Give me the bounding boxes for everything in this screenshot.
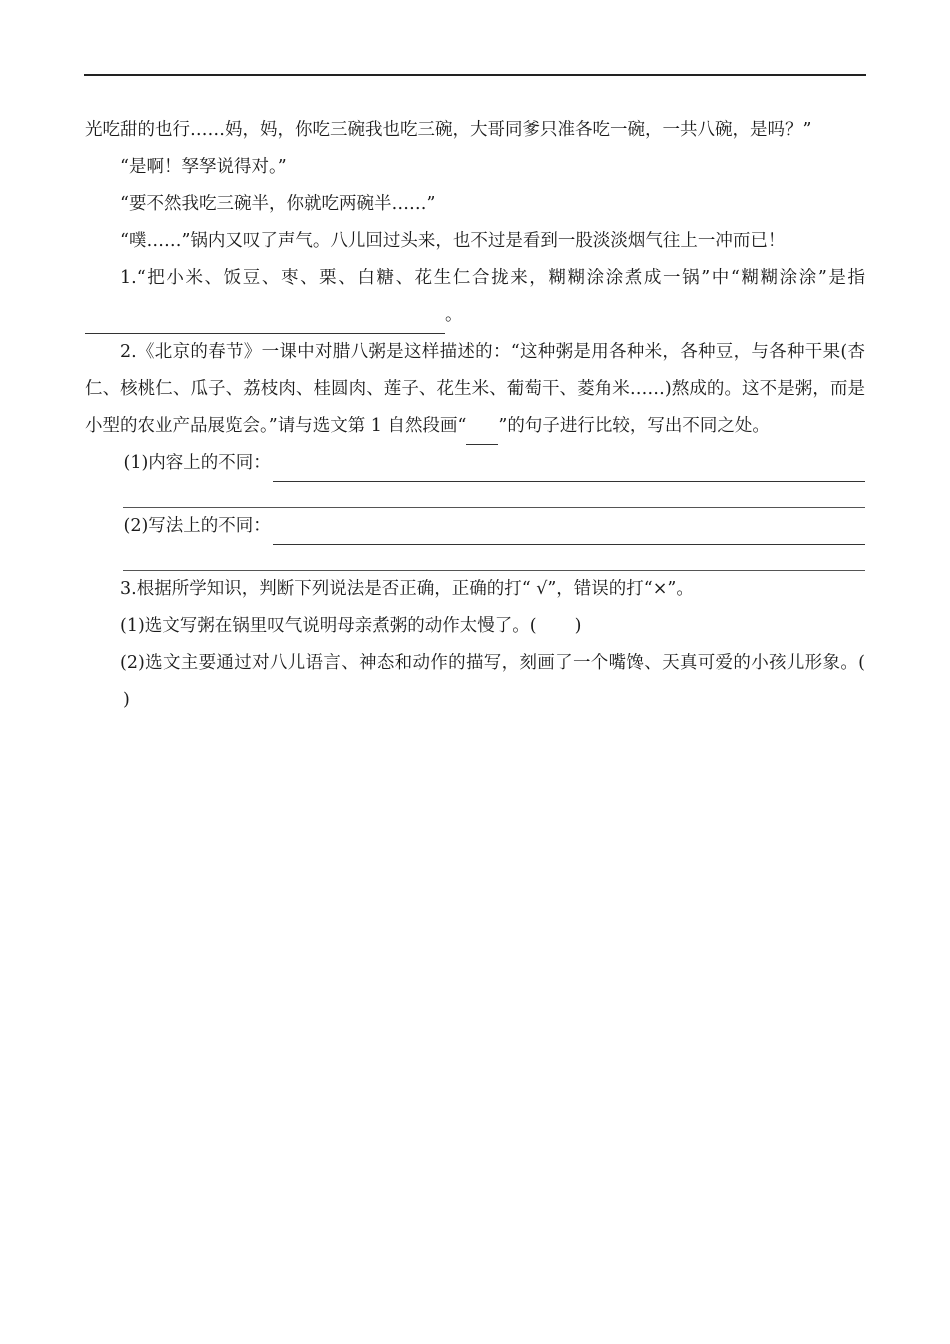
passage-paragraph-1: 光吃甜的也行……妈，妈，你吃三碗我也吃三碗，大哥同爹只准各吃一碗，一共八碗，是吗？”	[85, 120, 812, 140]
question-2	[85, 334, 865, 445]
question-2-sub-1-answer-line[interactable]	[273, 457, 865, 482]
question-3-sub-1-text: (1)选文写粥在锅里叹气说明母亲煮粥的动作太慢了。(	[120, 616, 537, 636]
question-1	[85, 260, 865, 334]
question-1-answer-blank[interactable]	[85, 311, 445, 334]
question-2-sub-2-answer-line-2[interactable]	[123, 545, 865, 571]
question-3: 3.根据所学知识，判断下列说法是否正确，正确的打“ √”，错误的打“×”。	[120, 579, 694, 599]
question-1-text: 1.“把小米、饭豆、枣、栗、白糖、花生仁合拢来，糊糊涂涂煮成一锅”中“糊糊涂涂”是指	[120, 268, 865, 288]
question-3-sub-2-text: (2)选文主要通过对八儿语言、神态和动作的描写，刻画了一个嘴馋、天真可爱的小孩儿形象。(	[120, 653, 865, 673]
question-3-sub-1	[85, 608, 865, 645]
passage-paragraph-2: “是啊！孥孥说得对。”	[120, 157, 287, 177]
question-2-text-a: 2.《北京的春节》一课中对腊八粥是这样描述的：“这种粥是用各种米，各种豆，与各种干果(杏仁、核桃仁、瓜子、荔枝肉、桂圆肉、莲子、花生米、葡萄干、菱角米……)熬成的。这不是粥，而是小型的农业产品展览会。”请与选文第 1 自然段画“	[85, 342, 865, 436]
question-3-sub-1-close: )	[574, 616, 582, 636]
question-2-sub-2-answer-line[interactable]	[273, 520, 865, 545]
question-2-sub-2-label: (2)写法上的不同：	[123, 516, 271, 536]
question-2-sub-2	[85, 508, 865, 545]
passage-paragraph-4: “噗……”锅内又叹了声气。八儿回过头来，也不过是看到一股淡淡烟气往上一冲而已！	[120, 231, 786, 251]
question-2-text-b: ”的句子进行比较，写出不同之处。	[498, 416, 770, 436]
passage-paragraph-3: “要不然我吃三碗半，你就吃两碗半……”	[120, 194, 436, 214]
question-1-period: 。	[445, 305, 463, 325]
question-2-sub-1-answer-line-2[interactable]	[123, 482, 865, 508]
page-content	[85, 112, 865, 719]
question-2-sub-1	[85, 445, 865, 482]
question-2-sub-1-label: (1)内容上的不同：	[123, 453, 271, 473]
question-3-sub-2-close: )	[123, 690, 130, 710]
header-rule	[84, 74, 866, 76]
question-3-sub-2	[85, 645, 865, 719]
underline-mark-sample	[466, 422, 498, 445]
